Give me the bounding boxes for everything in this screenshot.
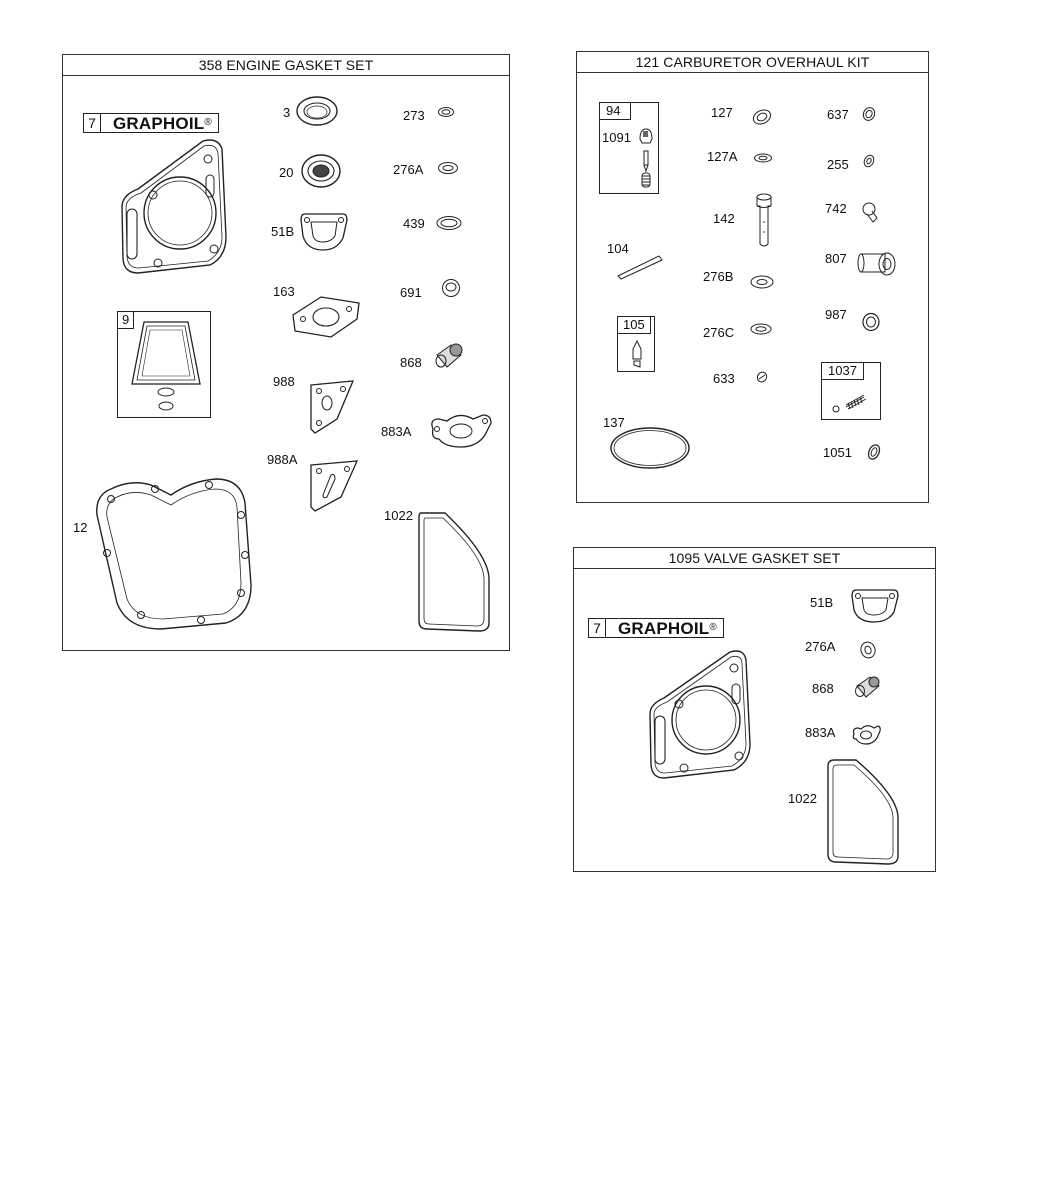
part-label-1051: 1051 [823, 445, 852, 460]
panel-title: 358 ENGINE GASKET SET [63, 55, 509, 76]
part-label-1091: 1091 [602, 130, 631, 145]
part-label-12: 12 [73, 520, 88, 535]
washer-127a-drawing [753, 152, 773, 164]
subbox-number: 1037 [822, 363, 864, 380]
part-label-127a: 127A [707, 149, 738, 164]
graphoil-brand [101, 114, 218, 132]
part-label-742: 742 [825, 201, 847, 216]
gasket-883a-drawing [850, 720, 882, 746]
registered-mark: ® [709, 622, 717, 633]
part-label-142: 142 [713, 211, 735, 226]
part-label-276a: 276A [805, 639, 836, 654]
part-label-137: 137 [603, 415, 625, 430]
washer-637-drawing [861, 106, 877, 122]
panel-title: 121 CARBURETOR OVERHAUL KIT [577, 52, 928, 73]
part-label-3: 3 [283, 105, 291, 120]
pin-104-drawing [615, 252, 665, 280]
gasket-883a-drawing [427, 409, 493, 449]
part-label-868: 868 [400, 355, 422, 370]
part-label-20: 20 [279, 165, 294, 180]
washer-276a-drawing [858, 640, 878, 660]
spring-kit-drawing [830, 391, 870, 415]
washer-273-drawing [437, 106, 455, 118]
graphoil-label [588, 618, 724, 638]
part-label-883a: 883A [381, 424, 412, 439]
part-label-633: 633 [713, 371, 735, 386]
graphoil-brand-text: GRAPHOIL [618, 619, 710, 638]
seal-868-drawing [431, 341, 465, 371]
plug-633-drawing [755, 370, 769, 384]
part-label-51b: 51B [271, 224, 295, 239]
part-label-255: 255 [827, 157, 849, 172]
subbox-9 [117, 311, 211, 418]
carburetor-overhaul-kit-panel [576, 51, 929, 503]
gasket-988a-drawing [307, 459, 361, 513]
subbox-number: 9 [118, 312, 134, 329]
graphoil-number: 7 [84, 114, 101, 132]
gasket-51b-drawing [299, 210, 349, 252]
part-label-691: 691 [400, 285, 422, 300]
clip-1051-drawing [865, 442, 883, 462]
grommet-691-drawing [441, 278, 461, 298]
crankcase-gasket-drawing [91, 475, 256, 633]
gasket-163-drawing [291, 295, 361, 339]
graphoil-number: 7 [589, 619, 606, 637]
part-label-1022: 1022 [788, 791, 817, 806]
screw-742-drawing [859, 200, 881, 224]
part-label-104: 104 [607, 241, 629, 256]
washer-255-drawing [861, 153, 877, 169]
part-label-276b: 276B [703, 269, 734, 284]
part-label-868: 868 [812, 681, 834, 696]
part-label-276a: 276A [393, 162, 424, 177]
seal-987-drawing [861, 312, 881, 332]
gasket-1022-drawing [824, 756, 900, 866]
part-label-276c: 276C [703, 325, 735, 340]
part-label-987: 987 [825, 307, 847, 322]
gasket-51b-drawing [850, 586, 900, 624]
part-label-1022: 1022 [384, 508, 413, 523]
part-label-51b: 51B [810, 595, 834, 610]
part-label-273: 273 [403, 108, 425, 123]
part-label-439: 439 [403, 216, 425, 231]
inlet-needle-drawing [630, 339, 644, 369]
nozzle-142-drawing [753, 192, 775, 250]
engine-gasket-set-panel [62, 54, 510, 651]
oil-seal-20-drawing [299, 153, 343, 189]
seal-868-drawing [852, 674, 882, 700]
washer-276b-drawing [749, 274, 775, 290]
bushing-807-drawing [857, 248, 897, 278]
subbox-105 [617, 316, 655, 372]
graphoil-brand-text: GRAPHOIL [113, 114, 205, 133]
cylinder-head-gasket-drawing [118, 137, 233, 275]
valve-gasket-set-panel [573, 547, 936, 872]
oring-137-drawing [609, 426, 691, 470]
cylinder-head-gasket-drawing [646, 648, 758, 780]
part-label-163: 163 [273, 284, 295, 299]
graphoil-brand [606, 619, 723, 637]
subbox-number: 105 [618, 317, 651, 334]
part-label-988a: 988A [267, 452, 298, 467]
part-label-883a: 883A [805, 725, 836, 740]
part-label-807: 807 [825, 251, 847, 266]
subbox-94 [599, 102, 659, 194]
gasket-988-drawing [307, 379, 357, 435]
washer-276a-drawing [437, 161, 459, 175]
needle-valve-drawing [634, 125, 656, 191]
subbox-1037 [821, 362, 881, 420]
part-label-988: 988 [273, 374, 295, 389]
washer-439-drawing [435, 215, 463, 231]
subbox-number: 94 [600, 103, 631, 120]
oil-seal-3-drawing [295, 95, 339, 127]
part-label-637: 637 [827, 107, 849, 122]
graphoil-label [83, 113, 219, 133]
registered-mark: ® [204, 117, 212, 128]
part-label-127: 127 [711, 105, 733, 120]
washer-127-drawing [751, 108, 773, 126]
gasket-1022-drawing [415, 509, 491, 633]
panel-title: 1095 VALVE GASKET SET [574, 548, 935, 569]
valve-cover-gasket-drawing [130, 320, 202, 416]
washer-276c-drawing [749, 322, 773, 336]
